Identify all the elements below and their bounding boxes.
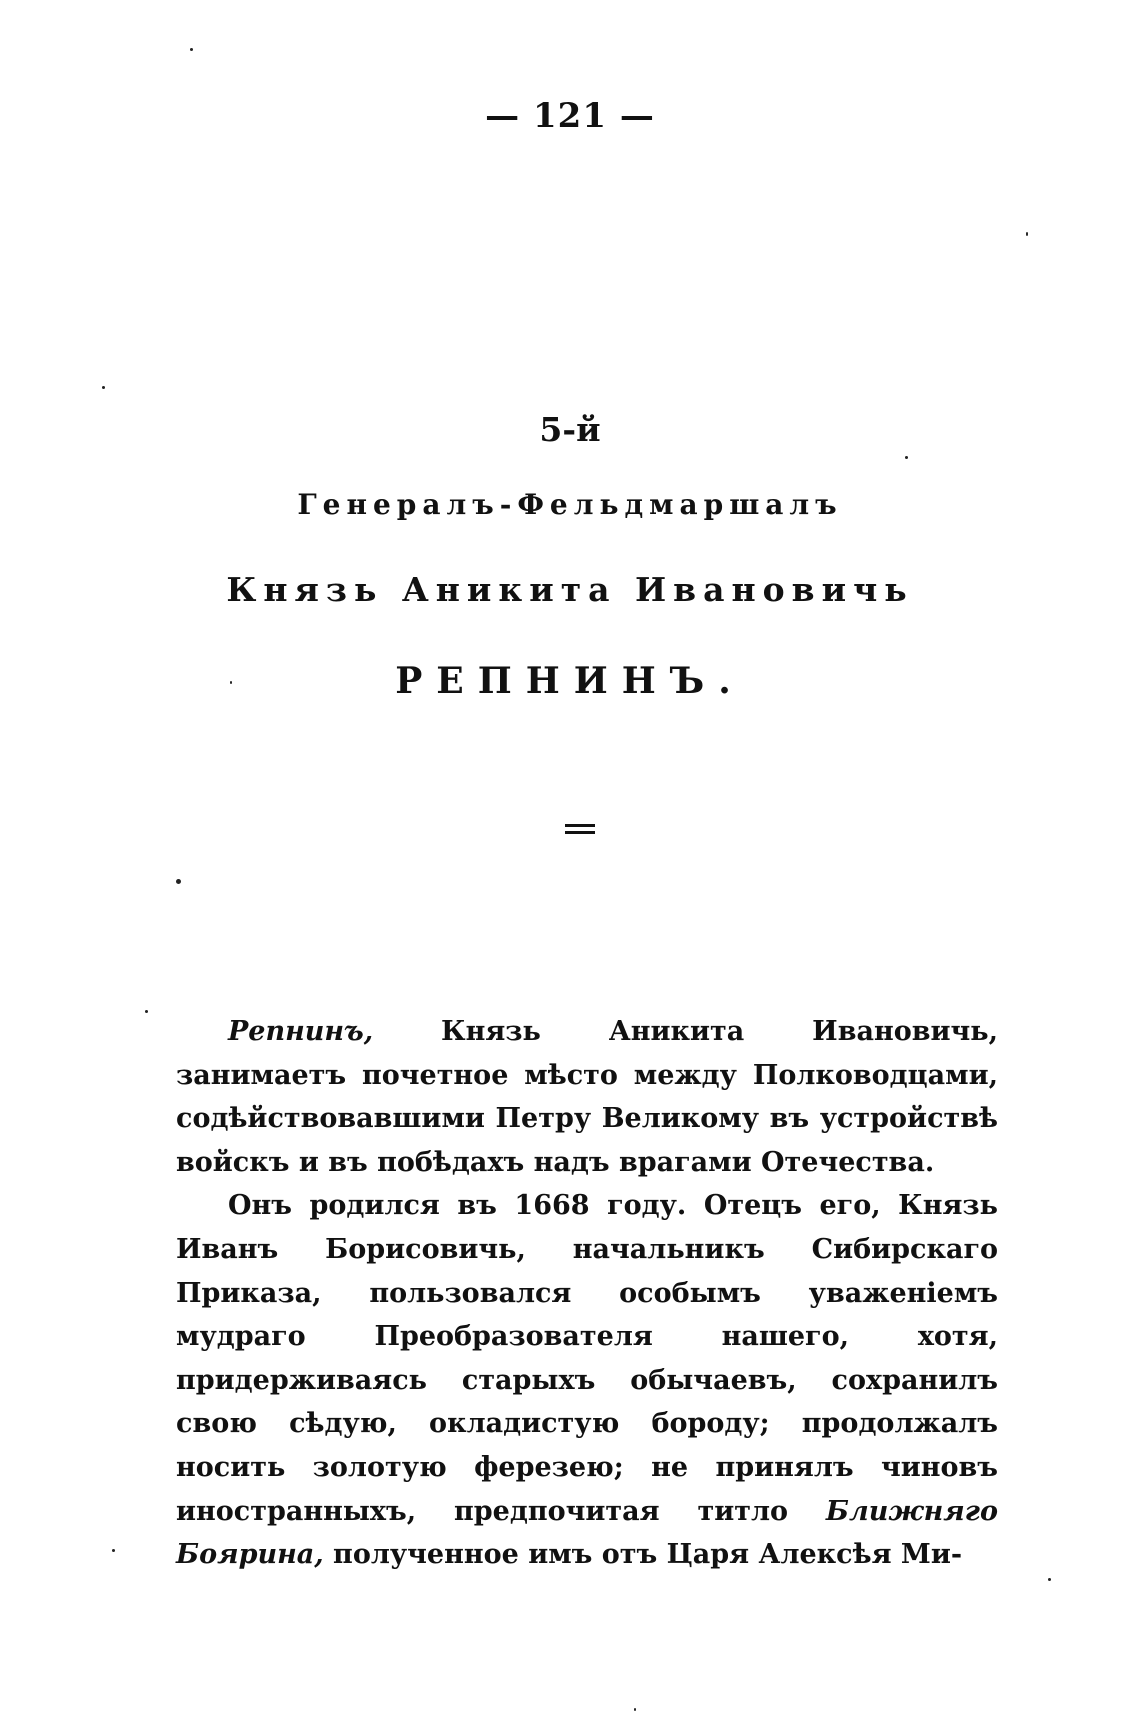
paragraph-1-lead: Репнинъ,: [228, 1016, 374, 1047]
paragraph-1: [176, 1010, 998, 1184]
rank-heading: Генералъ-Фельдмаршалъ: [297, 488, 843, 521]
prince-name-heading: Князь Аникита Ивановичь: [226, 570, 914, 609]
surname-heading: РЕПНИНЪ.: [395, 660, 745, 702]
scan-speck: [145, 1010, 148, 1013]
scan-speck: [1026, 232, 1028, 236]
chapter-ordinal: 5-й: [539, 410, 601, 449]
body-text: [176, 1010, 998, 1577]
scan-speck: [230, 681, 232, 684]
scan-speck: [1048, 1578, 1051, 1581]
paragraph-2-text-before: Онъ родился въ 1668 году. Отецъ его, Князь Иванъ Борисовичь, начальникъ Сибирскаго Приказа, пользовался особымъ уваженіемъ мудраго Преобразователя нашего, хотя, придерживаясь старыхъ обычаевъ, сохранилъ свою сѣдую, окладистую бороду; продолжалъ носить золотую ферезею; не принялъ чиновъ иностранныхъ, предпочитая титло: [176, 1190, 998, 1527]
section-divider: [565, 824, 595, 836]
paragraph-2: [176, 1184, 998, 1576]
scan-speck: [634, 1708, 636, 1711]
page-number: — 121 —: [485, 96, 655, 136]
paragraph-2-text-after: полученное имъ отъ Царя Алексѣя Ми-: [323, 1539, 963, 1571]
scan-speck: [905, 456, 908, 459]
scan-speck: [102, 386, 105, 389]
scan-speck: [112, 1549, 115, 1552]
scan-speck: [190, 48, 193, 51]
scan-speck: [176, 879, 181, 884]
divider-line-bottom: [565, 831, 595, 834]
paragraph-2-italic: Ближняго Боярина,: [176, 1495, 998, 1571]
divider-line-top: [565, 824, 595, 827]
paragraph-1-text: Князь Аникита Ивановичь, занимаетъ почетное мѣсто между Полководцами, содѣйствовавшими Петру Великому въ устройствѣ войскъ и въ побѣдахъ надъ врагами Отечества.: [176, 1016, 998, 1178]
